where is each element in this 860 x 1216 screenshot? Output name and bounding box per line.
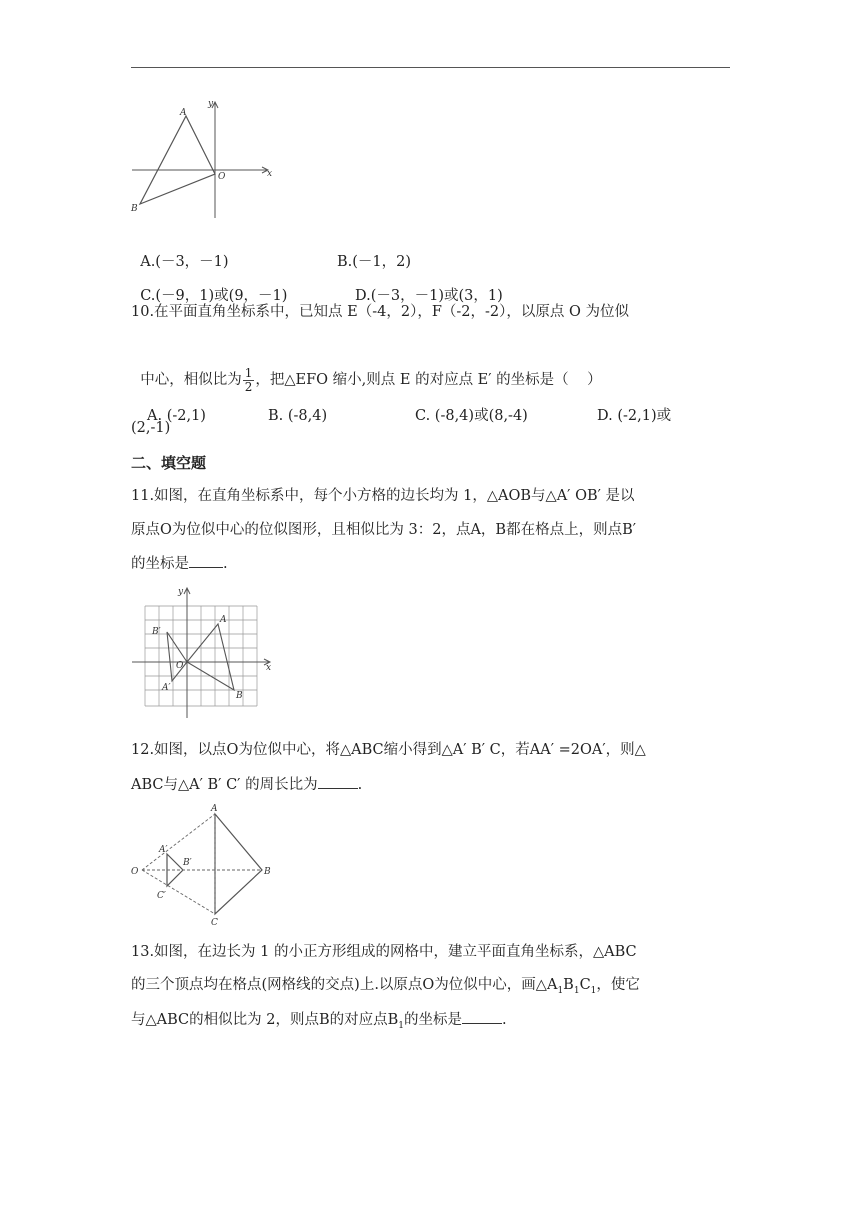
q13-line3-post: 的坐标是 — [404, 1012, 463, 1028]
q9-options-row2 — [131, 266, 503, 306]
q12-figure — [128, 802, 276, 928]
q10-frac-num: 1 — [244, 365, 253, 380]
q10-option-a: A. (-2,1) — [147, 408, 206, 424]
q12-line2 — [131, 774, 362, 795]
q9-label-O: O — [218, 172, 226, 182]
q12-label-C1: C′ — [157, 891, 166, 901]
q13-mid-c: C — [579, 977, 591, 993]
q10-line2-pre: 中心，相似比为 — [140, 372, 242, 388]
header-rule — [131, 67, 730, 68]
q9-option-d: D.(－3，－1)或(3，1) — [355, 288, 503, 304]
q12-label-O: O — [131, 867, 139, 877]
q9-option-a: A.(－3，－1) — [140, 254, 229, 270]
q11-label-O: O — [176, 661, 184, 671]
q11-label-y: y — [178, 587, 184, 597]
q11-line1: 11.如图，在直角坐标系中，每个小方格的边长均为 1，△AOB与△A′ OB′ 是以 — [131, 488, 635, 504]
q11-answer-blank[interactable] — [189, 553, 223, 568]
q11-label-B1: B′ — [152, 627, 161, 637]
q10-option-d: D. (-2,1)或 — [597, 408, 672, 424]
q9-triangle — [140, 116, 215, 204]
q9-option-c: C.(－9，1)或(9，－1) — [140, 288, 288, 304]
q10-option-c: C. (-8,4)或(8,-4) — [415, 408, 528, 424]
q9-label-B: B — [131, 204, 138, 214]
q11-line3-end: . — [223, 556, 228, 572]
q13-line2-pre: 的三个顶点均在格点(网格线的交点)上.以原点O为位似中心，画△A — [131, 977, 558, 993]
q10-line2-post: ，把△EFO 缩小,则点 E 的对应点 E′ 的坐标是（ ） — [255, 372, 602, 388]
q12-triangle-abc — [215, 814, 262, 914]
q9-label-A: A — [180, 108, 187, 118]
q13-sub-b1-2: 1 — [398, 1020, 405, 1031]
q13-line3-end: . — [502, 1012, 507, 1028]
q10-line2 — [131, 338, 602, 394]
q11-label-A1: A′ — [162, 683, 171, 693]
q13-line3 — [131, 1009, 507, 1036]
q12-line1: 12.如图，以点O为位似中心，将△ABC缩小得到△A′ B′ C，若AA′ =2OA′，则△ — [131, 742, 646, 758]
q13-sub-c1: 1 — [590, 985, 597, 996]
q13-answer-blank[interactable] — [462, 1009, 502, 1024]
q12-answer-blank[interactable] — [318, 774, 358, 789]
q13-sub-a1: 1 — [557, 985, 564, 996]
q11-line3-text: 的坐标是 — [131, 556, 189, 572]
q11-label-B: B — [236, 691, 243, 701]
q11-triangle-a1ob1 — [167, 632, 187, 681]
q13-sub-b1: 1 — [573, 985, 580, 996]
q9-label-y: y — [208, 99, 214, 109]
q9-figure — [128, 96, 276, 220]
section-title: 二、填空题 — [131, 454, 207, 472]
q10-option-d-cont: (2,-1) — [131, 420, 171, 436]
q11-line3 — [131, 553, 228, 574]
q12-label-A1: A′ — [159, 845, 168, 855]
q13-line3-pre: 与△ABC的相似比为 2，则点B的对应点B — [131, 1012, 399, 1028]
q11-line2: 原点O为位似中心的位似图形，且相似比为 3：2，点A，B都在格点上，则点B′ — [131, 522, 637, 538]
q9-option-b: B.(－1，2) — [337, 254, 412, 270]
q12-label-B: B — [264, 867, 271, 877]
q9-label-x: x — [267, 169, 273, 179]
q10-option-b: B. (-8,4) — [268, 408, 328, 424]
q12-line2-end: . — [357, 777, 363, 793]
q13-line2 — [131, 975, 640, 1001]
q13-mid-b: B — [563, 977, 574, 993]
q12-label-C: C — [211, 918, 218, 928]
q10-frac-den: 2 — [244, 379, 253, 394]
q10-fraction — [243, 367, 255, 394]
q12-label-A: A — [211, 804, 218, 814]
q11-figure — [128, 584, 276, 720]
q13-line1: 13.如图，在边长为 1 的小正方形组成的网格中，建立平面直角坐标系，△ABC — [131, 944, 637, 960]
q11-label-x: x — [266, 663, 272, 673]
q12-line2-text: ABC与△A′ B′ C′ 的周长比为 — [131, 777, 318, 793]
q12-label-B1: B′ — [183, 858, 192, 868]
q10-line1: 10.在平面直角坐标系中，已知点 E（-4，2），F（-2，-2），以原点 O 为位似 — [131, 304, 630, 320]
q11-label-A: A — [220, 615, 227, 625]
q13-line2-post: ，使它 — [596, 977, 640, 993]
